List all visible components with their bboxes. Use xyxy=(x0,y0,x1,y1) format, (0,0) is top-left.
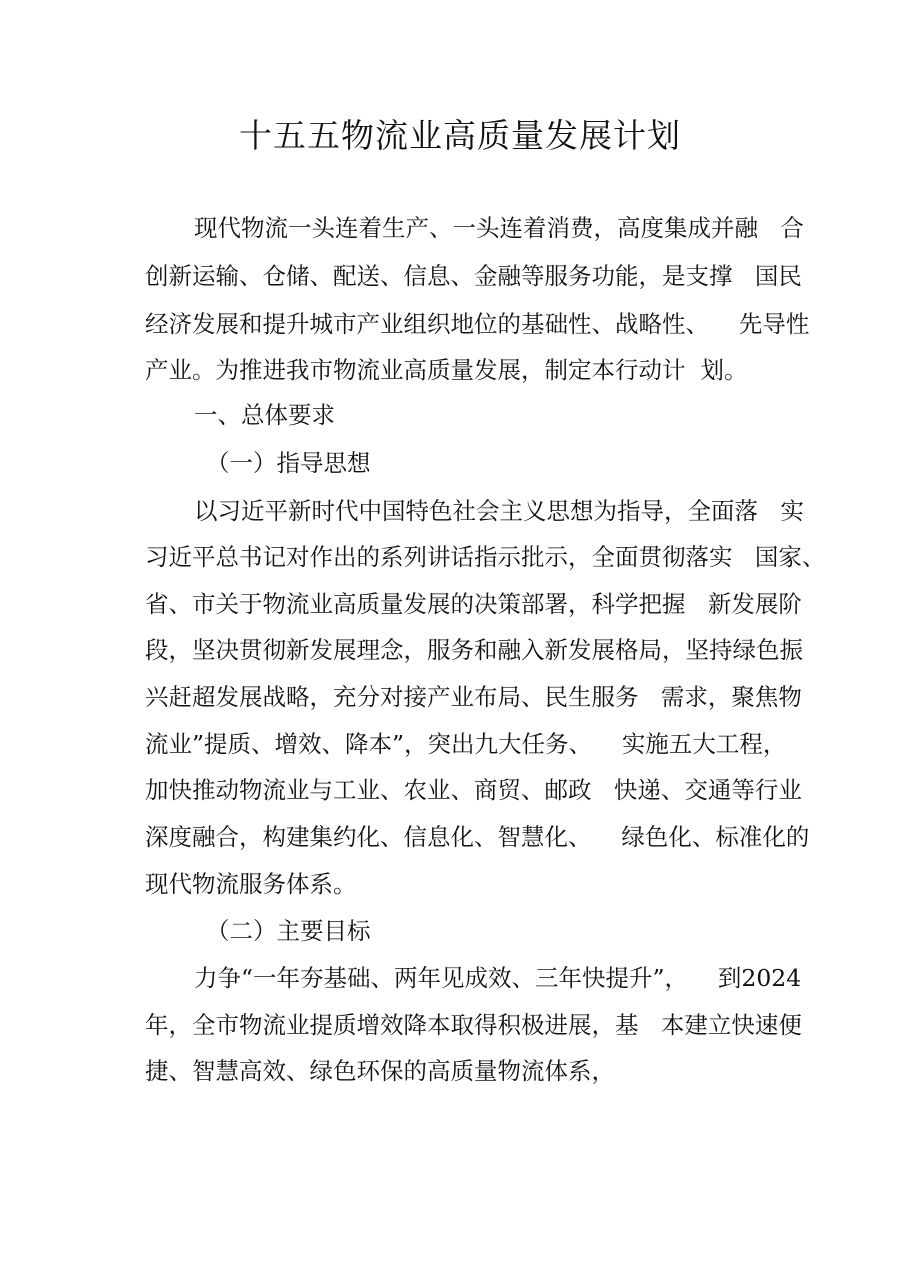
paragraph-line: 深度融合，构建集约化、信息化、智慧化、 绿色化、标准化的 xyxy=(145,823,810,851)
subsection-heading: （一）指导思想 xyxy=(206,449,371,477)
paragraph-line: 习近平总书记对作出的系列讲话指示批示，全面贯彻落实 国家、 xyxy=(145,543,826,571)
paragraph-line: 兴赶超发展战略，充分对接产业布局、民生服务 需求，聚焦物 xyxy=(145,683,802,711)
section-heading: 一、总体要求 xyxy=(194,401,335,429)
subsection-heading: （二）主要目标 xyxy=(206,917,371,945)
paragraph-line: 段，坚决贯彻新发展理念，服务和融入新发展格局，坚持绿色振 xyxy=(145,636,803,664)
paragraph-line: 现代物流一头连着生产、一头连着消费，高度集成并融 合 xyxy=(194,214,804,242)
paragraph-line: 年，全市物流业提质增效降本取得积极进展，基 本建立快速便 xyxy=(145,1011,802,1039)
paragraph-line: 经济发展和提升城市产业组织地位的基础性、战略性、 先导性 xyxy=(145,310,810,338)
paragraph-line: 捷、智慧高效、绿色环保的高质量物流体系， xyxy=(145,1057,615,1085)
paragraph-line: 现代物流服务体系。 xyxy=(145,870,357,898)
paragraph-line: 加快推动物流业与工业、农业、商贸、邮政 快递、交通等行业 xyxy=(145,776,802,804)
paragraph-line: 力争“一年夯基础、两年见成效、三年快提升”， 到2024 xyxy=(194,964,802,992)
paragraph-line: 以习近平新时代中国特色社会主义思想为指导，全面落 实 xyxy=(194,497,804,525)
document-title: 十五五物流业高质量发展计划 xyxy=(239,116,681,155)
paragraph-line: 创新运输、仓储、配送、信息、金融等服务功能，是支撑 国民 xyxy=(145,262,802,290)
paragraph-line: 流业”提质、增效、降本”，突出九大任务、 实施五大工程， xyxy=(145,730,787,758)
paragraph-line: 省、市关于物流业高质量发展的决策部署，科学把握 新发展阶 xyxy=(145,590,802,618)
paragraph-line: 产业。为推进我市物流业高质量发展，制定本行动计 划。 xyxy=(145,356,748,384)
